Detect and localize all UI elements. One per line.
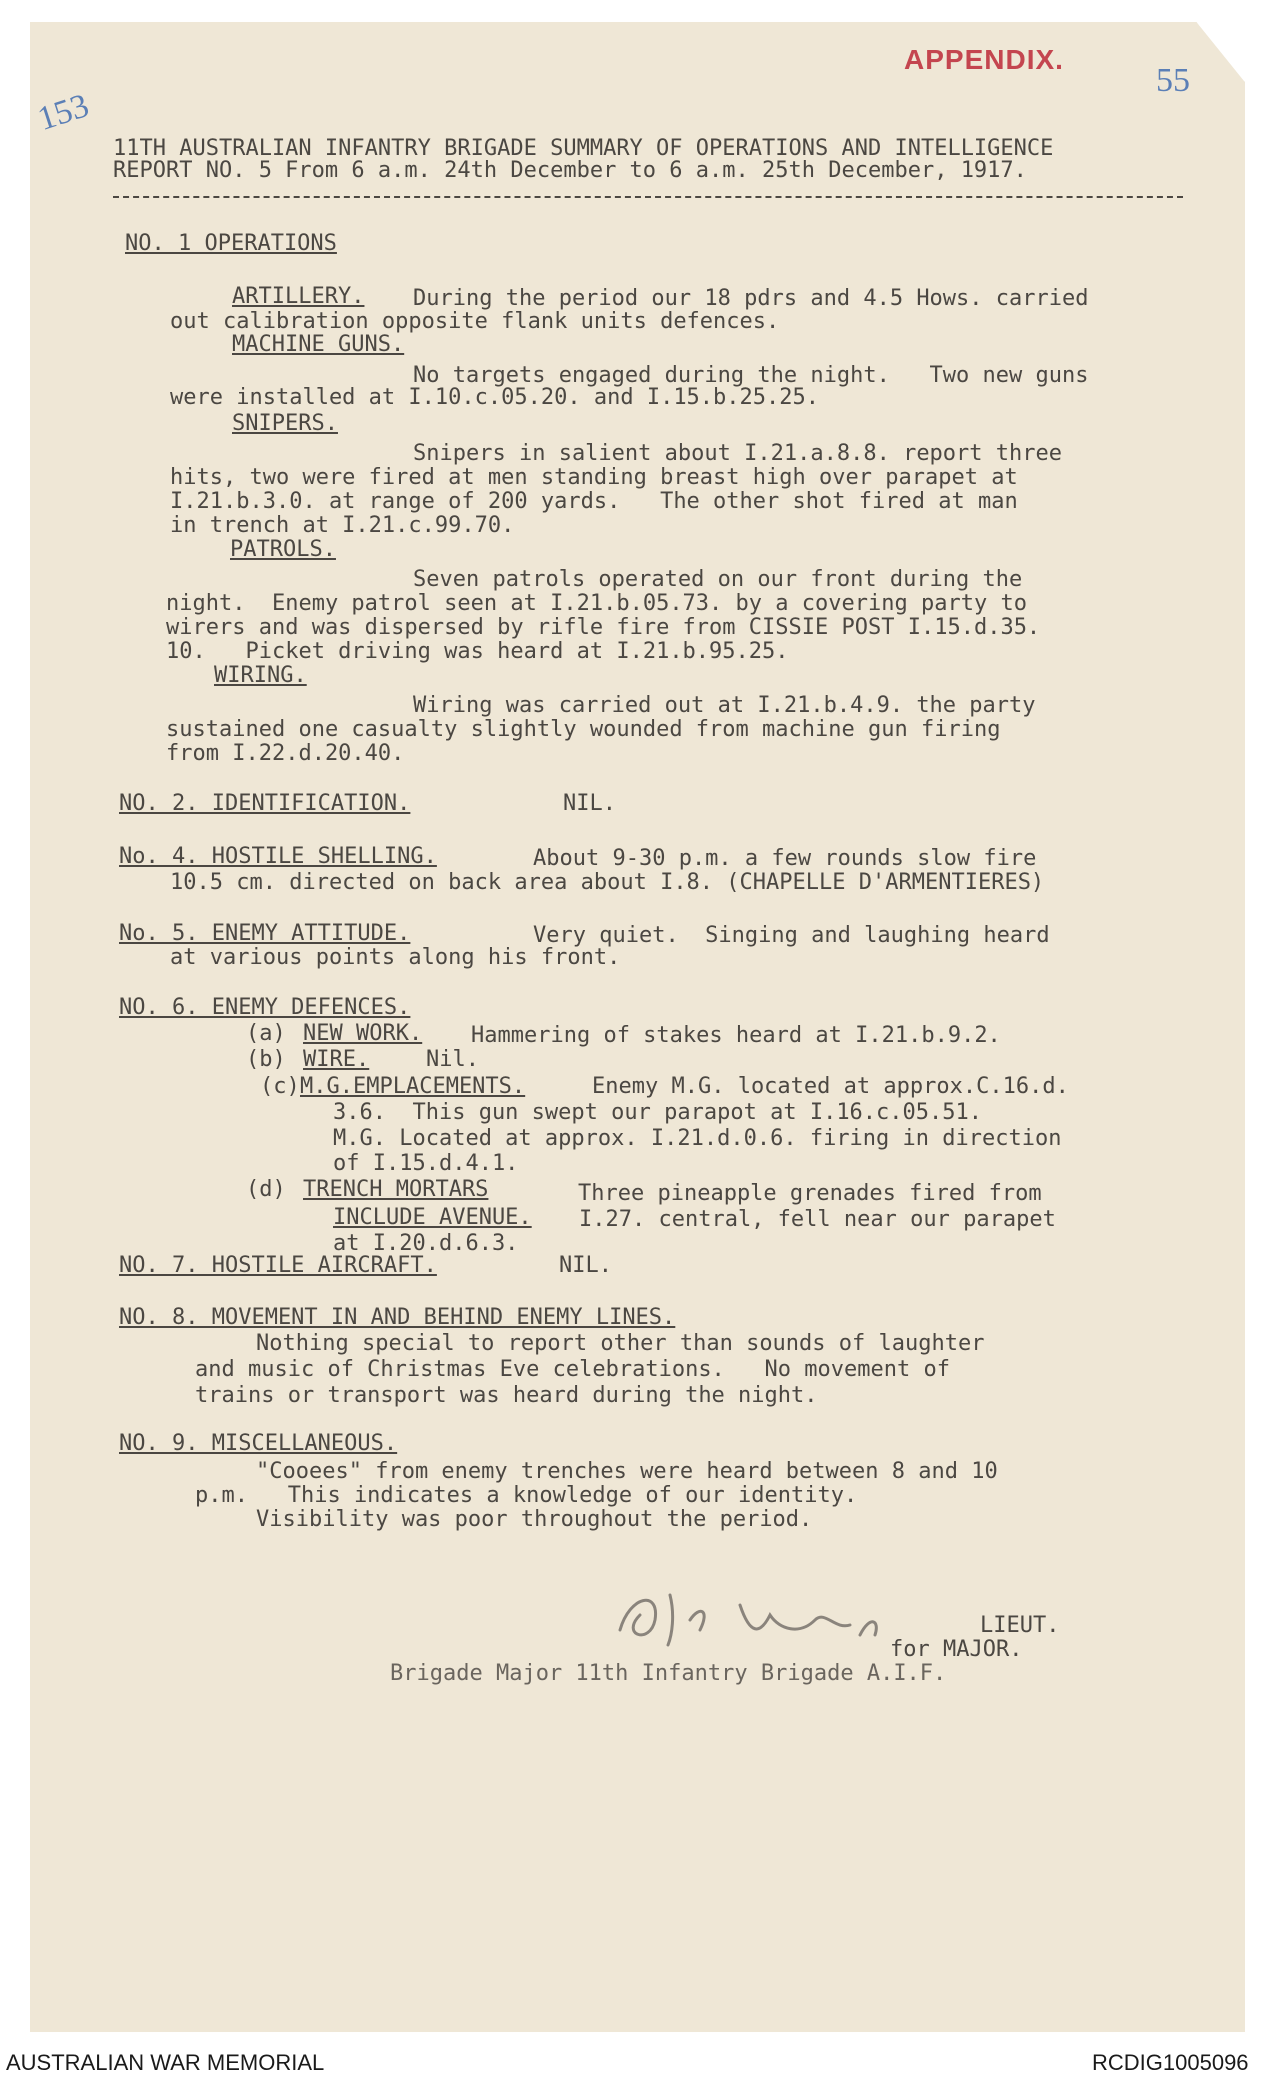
patrols-line2: night. Enemy patrol seen at I.21.b.05.73. by a covering party to	[166, 591, 1027, 616]
section-9-line1: "Cooees" from enemy trenches were heard between 8 and 10	[256, 1459, 998, 1484]
defences-d-line1: Three pineapple grenades fired from	[578, 1181, 1042, 1206]
section-4-line1: About 9-30 p.m. a few rounds slow fire	[533, 846, 1037, 871]
section-7-heading: NO. 7. HOSTILE AIRCRAFT.	[119, 1253, 437, 1278]
defences-c-line2: 3.6. This gun swept our parapot at I.16.c.05.51.	[333, 1100, 983, 1125]
section-9-line3: Visibility was poor throughout the period.	[256, 1507, 813, 1532]
defences-d-line3: at I.20.d.6.3.	[333, 1231, 519, 1256]
snipers-line1: Snipers in salient about I.21.a.8.8. report three	[413, 441, 1063, 466]
machine-guns-heading: MACHINE GUNS.	[232, 332, 405, 357]
wiring-line3: from I.22.d.20.40.	[166, 741, 405, 766]
section-5-line1: Very quiet. Singing and laughing heard	[533, 923, 1050, 948]
snipers-line4: in trench at I.21.c.99.70.	[170, 513, 515, 538]
signature-for-major: for MAJOR.	[890, 1637, 1023, 1662]
footer-left: AUSTRALIAN WAR MEMORIAL	[6, 2050, 325, 2075]
defences-c-heading: M.G.EMPLACEMENTS.	[300, 1074, 526, 1099]
section-9-heading: NO. 9. MISCELLANEOUS.	[119, 1431, 398, 1456]
signature-title: Brigade Major 11th Infantry Brigade A.I.F.	[390, 1661, 947, 1686]
snipers-line2: hits, two were fired at men standing breast high over parapet at	[170, 465, 1018, 490]
appendix-stamp: APPENDIX.	[904, 44, 1064, 75]
section-4-line2: 10.5 cm. directed on back area about I.8. (CHAPELLE D'ARMENTIERES)	[170, 870, 1045, 895]
section-5-line2: at various points along his front.	[170, 945, 621, 970]
section-2-text: NIL.	[563, 791, 616, 816]
patrols-line3: wirers and was dispersed by rifle fire from CISSIE POST I.15.d.35.	[166, 615, 1041, 640]
defences-d-line2: I.27. central, fell near our parapet	[579, 1207, 1056, 1232]
defences-b-label: (b)	[246, 1047, 286, 1072]
artillery-line2: out calibration opposite flank units defences.	[170, 309, 780, 334]
defences-d-heading: TRENCH MORTARS	[303, 1177, 489, 1202]
machine-guns-line2: were installed at I.10.c.05.20. and I.15.b.25.25.	[170, 385, 820, 410]
patrols-heading: PATROLS.	[230, 537, 336, 562]
section-8-line3: trains or transport was heard during the night.	[195, 1383, 818, 1408]
footer-right: RCDIG1005096	[1092, 2050, 1249, 2075]
report-title-line2: REPORT NO. 5 From 6 a.m. 24th December to 6 a.m. 25th December, 1917.	[113, 158, 1027, 183]
page-number: 55	[1156, 62, 1190, 99]
title-rule	[113, 196, 1183, 198]
section-6-heading: NO. 6. ENEMY DEFENCES.	[119, 995, 411, 1020]
folio-number: 153	[33, 87, 94, 138]
defences-a-label: (a)	[246, 1021, 286, 1046]
section-8-line2: and music of Christmas Eve celebrations. No movement of	[195, 1357, 950, 1382]
machine-guns-line1: No targets engaged during the night. Two new guns	[413, 363, 1089, 388]
defences-c-line4: of I.15.d.4.1.	[333, 1151, 519, 1176]
wiring-line1: Wiring was carried out at I.21.b.4.9. the party	[413, 693, 1036, 718]
defences-d-label: (d)	[246, 1177, 286, 1202]
defences-b-text: Nil.	[426, 1047, 479, 1072]
report-title-line1: 11TH AUSTRALIAN INFANTRY BRIGADE SUMMARY OF OPERATIONS AND INTELLIGENCE	[113, 136, 1054, 161]
defences-c-line3: M.G. Located at approx. I.21.d.0.6. firing in direction	[333, 1126, 1062, 1151]
patrols-line1: Seven patrols operated on our front during the	[413, 567, 1023, 592]
snipers-line3: I.21.b.3.0. at range of 200 yards. The other shot fired at man	[170, 489, 1018, 514]
artillery-heading: ARTILLERY.	[232, 284, 365, 309]
wiring-heading: WIRING.	[214, 663, 307, 688]
wiring-line2: sustained one casualty slightly wounded from machine gun firing	[166, 717, 1001, 742]
section-8-line1: Nothing special to report other than sounds of laughter	[256, 1331, 985, 1356]
patrols-line4: 10. Picket driving was heard at I.21.b.95.25.	[166, 639, 789, 664]
defences-c-line1: Enemy M.G. located at approx.C.16.d.	[592, 1074, 1069, 1099]
artillery-line1: During the period our 18 pdrs and 4.5 Hows. carried	[413, 286, 1089, 311]
defences-b-heading: WIRE.	[303, 1047, 370, 1072]
defences-d-include-avenue: INCLUDE AVENUE.	[333, 1205, 532, 1230]
snipers-heading: SNIPERS.	[232, 411, 338, 436]
defences-c-label: (c)	[260, 1074, 300, 1099]
signature-rank: LIEUT.	[980, 1613, 1060, 1638]
section-1-heading: NO. 1 OPERATIONS	[125, 231, 337, 256]
section-8-heading: NO. 8. MOVEMENT IN AND BEHIND ENEMY LINES.	[119, 1305, 676, 1330]
section-2-heading: NO. 2. IDENTIFICATION.	[119, 791, 411, 816]
defences-a-heading: NEW WORK.	[303, 1021, 423, 1046]
section-4-heading: No. 4. HOSTILE SHELLING.	[119, 844, 437, 869]
defences-a-text: Hammering of stakes heard at I.21.b.9.2.	[471, 1023, 1001, 1048]
section-5-heading: No. 5. ENEMY ATTITUDE.	[119, 921, 411, 946]
section-7-text: NIL.	[559, 1253, 612, 1278]
section-9-line2: p.m. This indicates a knowledge of our identity.	[195, 1483, 858, 1508]
